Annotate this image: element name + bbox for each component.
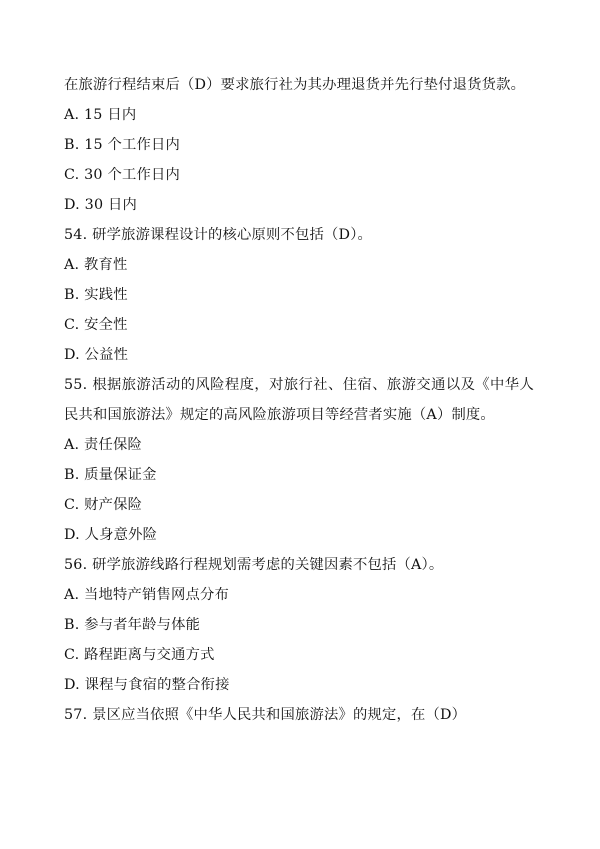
- option-q55-a: A. 责任保险: [64, 437, 143, 453]
- option-q56-d: D. 课程与食宿的整合衔接: [64, 677, 230, 693]
- option-q53-a: A. 15 日内: [64, 107, 137, 123]
- document-body: [64, 70, 534, 730]
- option-q53-d: D. 30 日内: [64, 197, 137, 213]
- paragraph-q57-stem: 57. 景区应当依照《中华人民共和国旅游法》的规定，在（D）: [64, 707, 467, 723]
- option-q55-b: B. 质量保证金: [64, 467, 157, 483]
- paragraph-q55-stem: 55. 根据旅游活动的风险程度，对旅行社、住宿、旅游交通以及《中华人民共和国旅游法》规定的高风险旅游项目等经营者实施（A）制度。: [64, 377, 534, 423]
- option-q53-b: B. 15 个工作日内: [64, 137, 181, 153]
- option-q54-c: C. 安全性: [64, 317, 128, 333]
- option-q55-c: C. 财产保险: [64, 497, 143, 513]
- option-q56-a: A. 当地特产销售网点分布: [64, 587, 229, 603]
- option-q56-c: C. 路程距离与交通方式: [64, 647, 215, 663]
- paragraph-q56-stem: 56. 研学旅游线路行程规划需考虑的关键因素不包括（A）。: [64, 557, 444, 573]
- option-q55-d: D. 人身意外险: [64, 527, 158, 543]
- option-q54-a: A. 教育性: [64, 257, 128, 273]
- paragraph-q54-stem: 54. 研学旅游课程设计的核心原则不包括（D）。: [64, 227, 373, 243]
- option-q54-b: B. 实践性: [64, 287, 128, 303]
- paragraph-q53-stem: 在旅游行程结束后（D）要求旅行社为其办理退货并先行垫付退货货款。: [64, 77, 526, 93]
- option-q56-b: B. 参与者年龄与体能: [64, 617, 201, 633]
- option-q53-c: C. 30 个工作日内: [64, 167, 180, 183]
- option-q54-d: D. 公益性: [64, 347, 129, 363]
